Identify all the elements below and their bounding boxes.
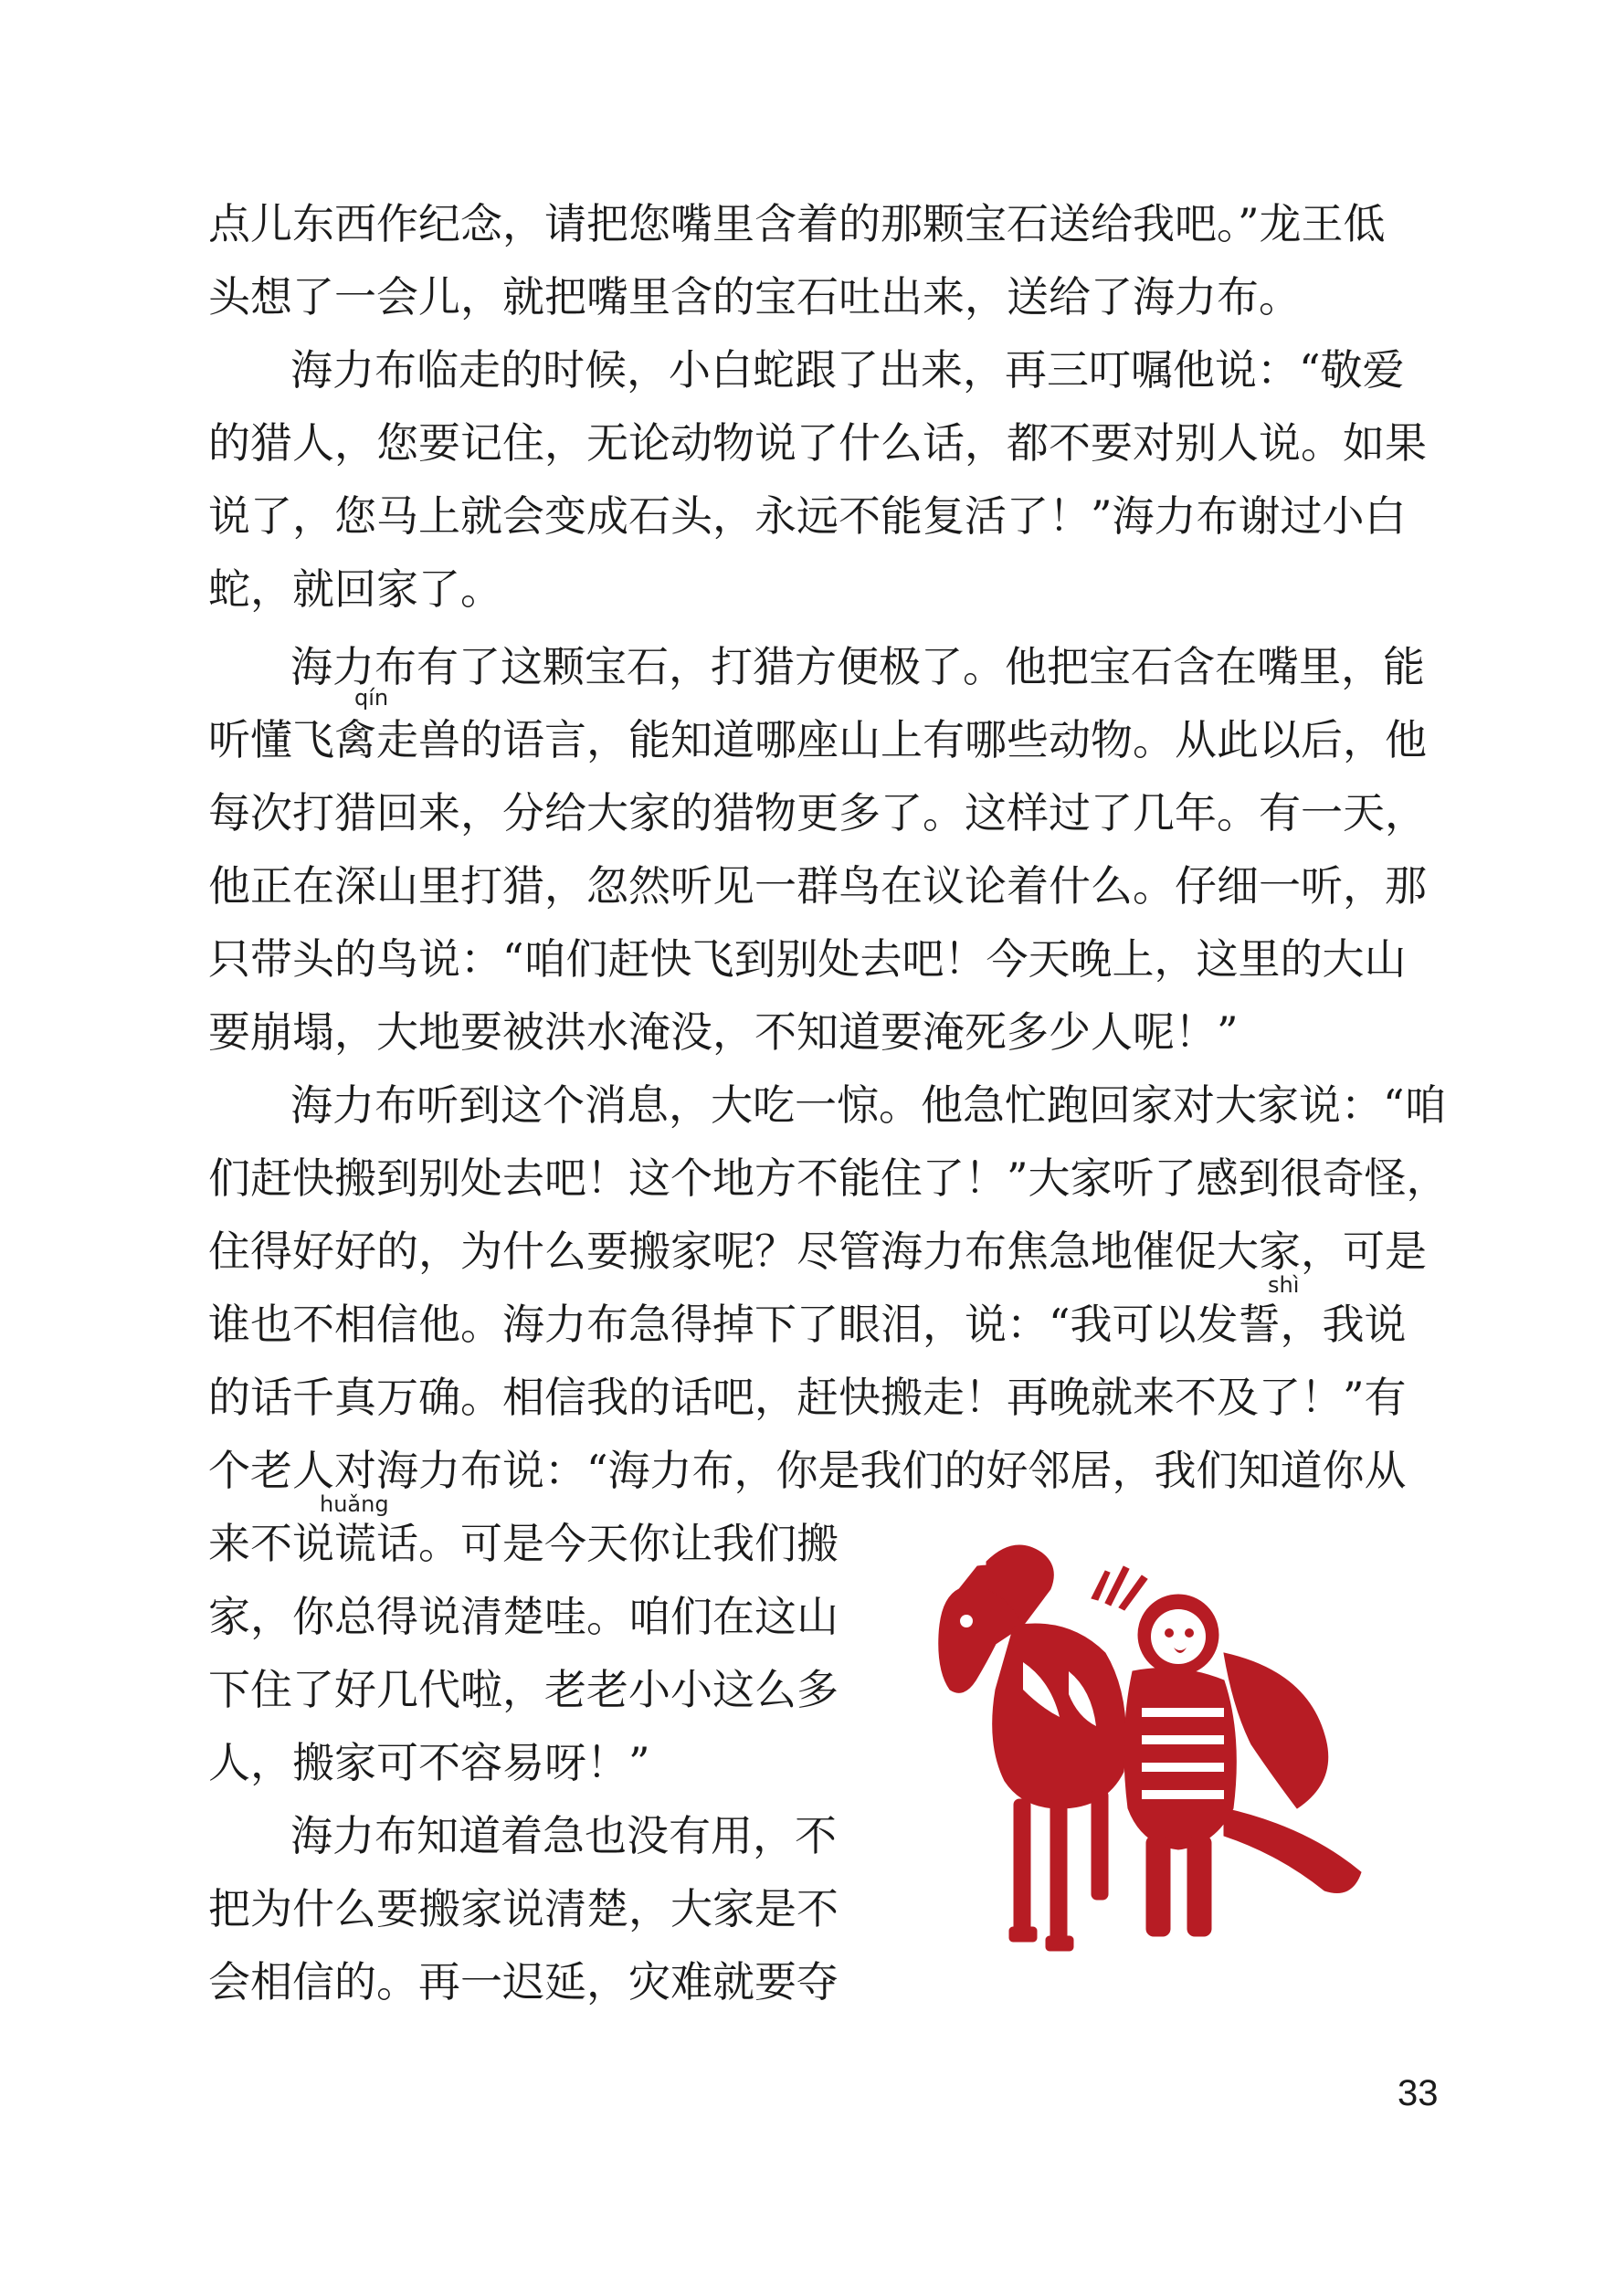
text-line: 海力布知道着急也没有用，不 (290, 1811, 837, 1860)
text-line: 住得好好的，为什么要搬家呢？尽管海力布焦急地催促大家，可是 (208, 1227, 1427, 1276)
pinyin-annotation: huǎng (320, 1491, 389, 1517)
text-line: 家，你总得说清楚哇。咱们在这山 (208, 1592, 839, 1641)
text-line: 们赶快搬到别处去吧！这个地方不能住了！”大家听了感到很奇怪， (208, 1153, 1449, 1203)
text-line: 的话千真万确。相信我的话吧，赶快搬走！再晚就来不及了！”有 (208, 1373, 1407, 1422)
text-line: 下住了好几代啦，老老小小这么多 (208, 1665, 839, 1714)
text-line: 人，搬家可不容易呀！” (208, 1738, 650, 1787)
text-line: 要崩塌，大地要被洪水淹没，不知道要淹死多少人呢！” (208, 1007, 1239, 1057)
horse-hoof (1009, 1927, 1037, 1942)
hunter-body (1124, 1669, 1236, 1849)
horse-hoof (1046, 1936, 1073, 1951)
text-line: 把为什么要搬家说清楚，大家是不 (208, 1884, 839, 1933)
bow (1224, 1808, 1361, 1893)
text-line: 只带头的鸟说：“咱们赶快飞到别处去吧！今天晚上，这里的大山 (208, 934, 1407, 984)
page-number: 33 (1398, 2073, 1439, 2113)
text-line: 谁也不相信他。海力布急得掉下了眼泪，说：“我可以发誓，我说 (208, 1300, 1407, 1349)
horse-leg (1092, 1790, 1108, 1900)
text-line: 听懂飞禽走兽的语言，能知道哪座山上有哪些动物。从此以后，他 (208, 715, 1427, 764)
text-line: 来不说谎话。可是今天你让我们搬 (208, 1519, 839, 1568)
text-line: 说了，您马上就会变成石头，永远不能复活了！”海力布谢过小白 (208, 491, 1407, 541)
horse-tail (1224, 1653, 1328, 1808)
text-line: 会相信的。再一迟延，灾难就要夺 (208, 1957, 839, 2006)
text-line: 点儿东西作纪念，请把您嘴里含着的那颗宝石送给我吧。”龙王低 (208, 199, 1386, 248)
text-line: 个老人对海力布说：“海力布，你是我们的好邻居，我们知道你从 (208, 1446, 1407, 1495)
text-line: 蛇，就回家了。 (208, 564, 502, 614)
pinyin-annotation: shì (1268, 1272, 1300, 1298)
text-line: 每次打猎回来，分给大家的猎物更多了。这样过了几年。有一天， (208, 788, 1427, 837)
text-line: 的猎人，您要记住，无论动物说了什么话，都不要对别人说。如果 (208, 418, 1427, 468)
text-line: 他正在深山里打猎，忽然听见一群鸟在议论着什么。仔细一听，那 (208, 861, 1427, 911)
horse-leg (1050, 1799, 1067, 1945)
pinyin-annotation: qín (354, 685, 389, 711)
hunter-leg (1187, 1836, 1211, 1936)
text-line: 海力布听到这个消息，大吃一惊。他急忙跑回家对大家说：“咱 (290, 1080, 1447, 1130)
hunter-leg (1146, 1836, 1170, 1936)
arrows (1092, 1566, 1147, 1610)
papercut-illustration (923, 1534, 1398, 1991)
horse-leg (1014, 1799, 1030, 1936)
text-line: 头想了一会儿，就把嘴里含的宝石吐出来，送给了海力布。 (208, 272, 1301, 321)
text-line: 海力布有了这颗宝石，打猎方便极了。他把宝石含在嘴里，能 (290, 642, 1425, 691)
text-line: 海力布临走的时候，小白蛇跟了出来，再三叮嘱他说：“敬爱 (290, 345, 1405, 395)
